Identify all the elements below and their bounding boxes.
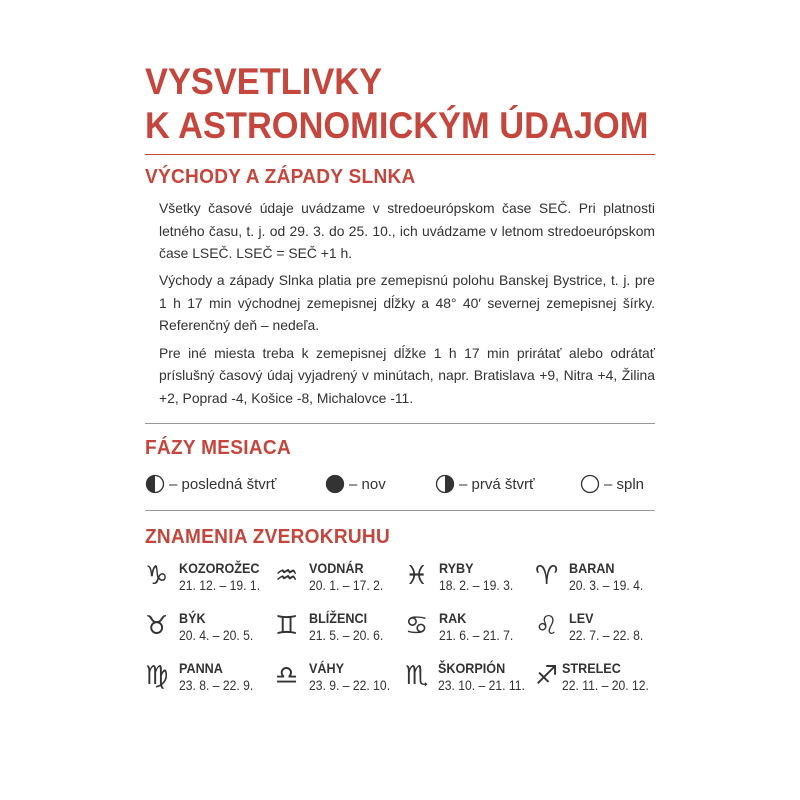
- zodiac-sign-text: [179, 609, 262, 645]
- zodiac-glyph: ♎: [275, 661, 299, 692]
- moon-phase-new: [325, 474, 435, 494]
- pisces-icon: [405, 559, 435, 593]
- title-divider: [145, 154, 655, 155]
- zodiac-sign-name: STRELEC: [562, 660, 622, 677]
- zodiac-sign-name: VÁHY: [309, 660, 345, 677]
- moon-phase-label: – posledná štvrť: [169, 475, 277, 493]
- zodiac-sign-name: VODNÁR: [309, 560, 364, 577]
- zodiac-section: [145, 525, 655, 695]
- zodiac-grid: [145, 559, 655, 695]
- zodiac-sign-dates: 20. 4. – 20. 5.: [179, 628, 254, 644]
- page-title: [145, 60, 649, 148]
- zodiac-sign-item: [535, 659, 655, 695]
- zodiac-sign-text: [309, 659, 399, 695]
- libra-icon: [275, 659, 305, 693]
- aquarius-icon: [275, 559, 305, 593]
- moon-section: [145, 436, 655, 494]
- zodiac-glyph: ♓: [405, 561, 429, 592]
- last-quarter-moon-icon: [145, 474, 165, 494]
- zodiac-sign-item: [405, 559, 535, 595]
- zodiac-sign-item: [405, 659, 535, 695]
- zodiac-glyph: ♐: [535, 661, 559, 692]
- zodiac-sign-text: [309, 609, 392, 645]
- title-line-2: K ASTRONOMICKÝM ÚDAJOM: [145, 105, 649, 146]
- title-line-1: VYSVETLIVKY: [145, 61, 383, 102]
- zodiac-glyph: ♍: [145, 661, 169, 692]
- sagittarius-icon: [535, 659, 558, 693]
- zodiac-sign-item: [275, 609, 405, 645]
- full-moon-icon: [580, 474, 600, 494]
- zodiac-sign-text: [562, 659, 659, 695]
- zodiac-sign-text: [439, 559, 522, 595]
- moon-phase-label: – spln: [604, 475, 645, 493]
- scorpio-icon: [405, 659, 434, 693]
- zodiac-glyph: ♈: [535, 561, 559, 592]
- section-divider-1: [145, 423, 655, 424]
- zodiac-glyph: ♑: [145, 561, 169, 592]
- first-quarter-moon-icon: [435, 474, 455, 494]
- zodiac-sign-name: ŠKORPIÓN: [438, 660, 506, 677]
- moon-heading: FÁZY MESIACA: [145, 436, 291, 460]
- zodiac-sign-dates: 21. 12. – 19. 1.: [179, 578, 261, 594]
- moon-phase-last-quarter: [145, 474, 325, 494]
- zodiac-sign-name: KOZOROŽEC: [179, 560, 260, 577]
- zodiac-sign-dates: 21. 6. – 21. 7.: [439, 628, 514, 644]
- zodiac-sign-dates: 18. 2. – 19. 3.: [439, 578, 514, 594]
- zodiac-sign-text: [569, 559, 652, 595]
- cancer-icon: [405, 609, 435, 643]
- taurus-icon: [145, 609, 175, 643]
- virgo-icon: [145, 659, 175, 693]
- zodiac-sign-name: LEV: [569, 610, 594, 627]
- zodiac-glyph: ♒: [275, 561, 299, 592]
- zodiac-sign-text: [569, 609, 652, 645]
- zodiac-sign-name: BÝK: [179, 610, 206, 627]
- zodiac-sign-text: [179, 659, 262, 695]
- zodiac-sign-name: BARAN: [569, 560, 615, 577]
- sunrise-paragraph-1: Všetky časové údaje uvádzame v stredoeurópskom čase SEČ. Pri platnosti letného času, t. j. od 29. 3. do 25. 10., ich uvádzame v letnom stredoeurópskom čase LSEČ. LSEČ = SEČ +1 h.: [159, 200, 655, 262]
- zodiac-sign-name: RYBY: [439, 560, 474, 577]
- sunrise-paragraph-2: Východy a západy Slnka platia pre zemepisnú polohu Banskej Bystrice, t. j. pre 1 h 17 min východnej zemepisnej dĺžky a 48° 40′ severnej zemepisnej šírky. Referenčný deň – nedeľa.: [159, 272, 655, 334]
- zodiac-sign-dates: 20. 3. – 19. 4.: [569, 578, 644, 594]
- aries-icon: [535, 559, 565, 593]
- zodiac-sign-item: [145, 609, 275, 645]
- zodiac-sign-dates: 23. 10. – 21. 11.: [438, 678, 526, 694]
- gemini-icon: [275, 609, 305, 643]
- zodiac-sign-item: [275, 559, 405, 595]
- zodiac-sign-dates: 22. 7. – 22. 8.: [569, 628, 644, 644]
- sunrise-body: [159, 197, 655, 409]
- moon-phase-full: [580, 474, 644, 494]
- page-content: [145, 60, 655, 695]
- capricorn-icon: [145, 559, 175, 593]
- sunrise-heading: VÝCHODY A ZÁPADY SLNKA: [145, 165, 416, 188]
- zodiac-sign-name: RAK: [439, 610, 467, 627]
- zodiac-sign-dates: 23. 8. – 22. 9.: [179, 678, 254, 694]
- zodiac-glyph: ♉: [145, 611, 169, 642]
- zodiac-sign-name: BLÍŽENCI: [309, 610, 368, 627]
- zodiac-sign-item: [405, 609, 535, 645]
- new-moon-icon: [325, 474, 345, 494]
- moon-phase-label: – nov: [349, 475, 386, 493]
- zodiac-glyph: ♏: [405, 661, 429, 692]
- zodiac-sign-item: [275, 659, 405, 695]
- leo-icon: [535, 609, 565, 643]
- zodiac-sign-text: [438, 659, 535, 695]
- zodiac-sign-dates: 21. 5. – 20. 6.: [309, 628, 384, 644]
- moon-phase-row: [145, 474, 655, 494]
- moon-phase-first-quarter: [435, 474, 580, 494]
- zodiac-sign-name: PANNA: [179, 660, 223, 677]
- zodiac-sign-item: [535, 609, 655, 645]
- sunrise-section: [145, 165, 655, 409]
- zodiac-sign-item: [145, 559, 275, 595]
- moon-phase-label: – prvá štvrť: [459, 475, 535, 493]
- zodiac-glyph: ♊: [275, 611, 299, 642]
- zodiac-sign-dates: 20. 1. – 17. 2.: [309, 578, 384, 594]
- zodiac-sign-item: [145, 659, 275, 695]
- zodiac-glyph: ♌: [535, 611, 559, 642]
- zodiac-sign-dates: 22. 11. – 20. 12.: [562, 678, 650, 694]
- zodiac-sign-item: [535, 559, 655, 595]
- zodiac-heading: ZNAMENIA ZVEROKRUHU: [145, 525, 391, 549]
- section-divider-2: [145, 510, 655, 511]
- zodiac-sign-text: [439, 609, 522, 645]
- sunrise-paragraph-3: Pre iné miesta treba k zemepisnej dĺžke 1 h 17 min prirátať alebo odrátať príslušný časový údaj vyjadrený v minútach, napr. Bratislava +9, Nitra +4, Žilina +2, Poprad -4, Košice -8, Michalovce -11.: [159, 344, 655, 406]
- zodiac-sign-text: [179, 559, 269, 595]
- zodiac-sign-dates: 23. 9. – 22. 10.: [309, 678, 391, 694]
- zodiac-glyph: ♋: [405, 611, 429, 642]
- zodiac-sign-text: [309, 559, 392, 595]
